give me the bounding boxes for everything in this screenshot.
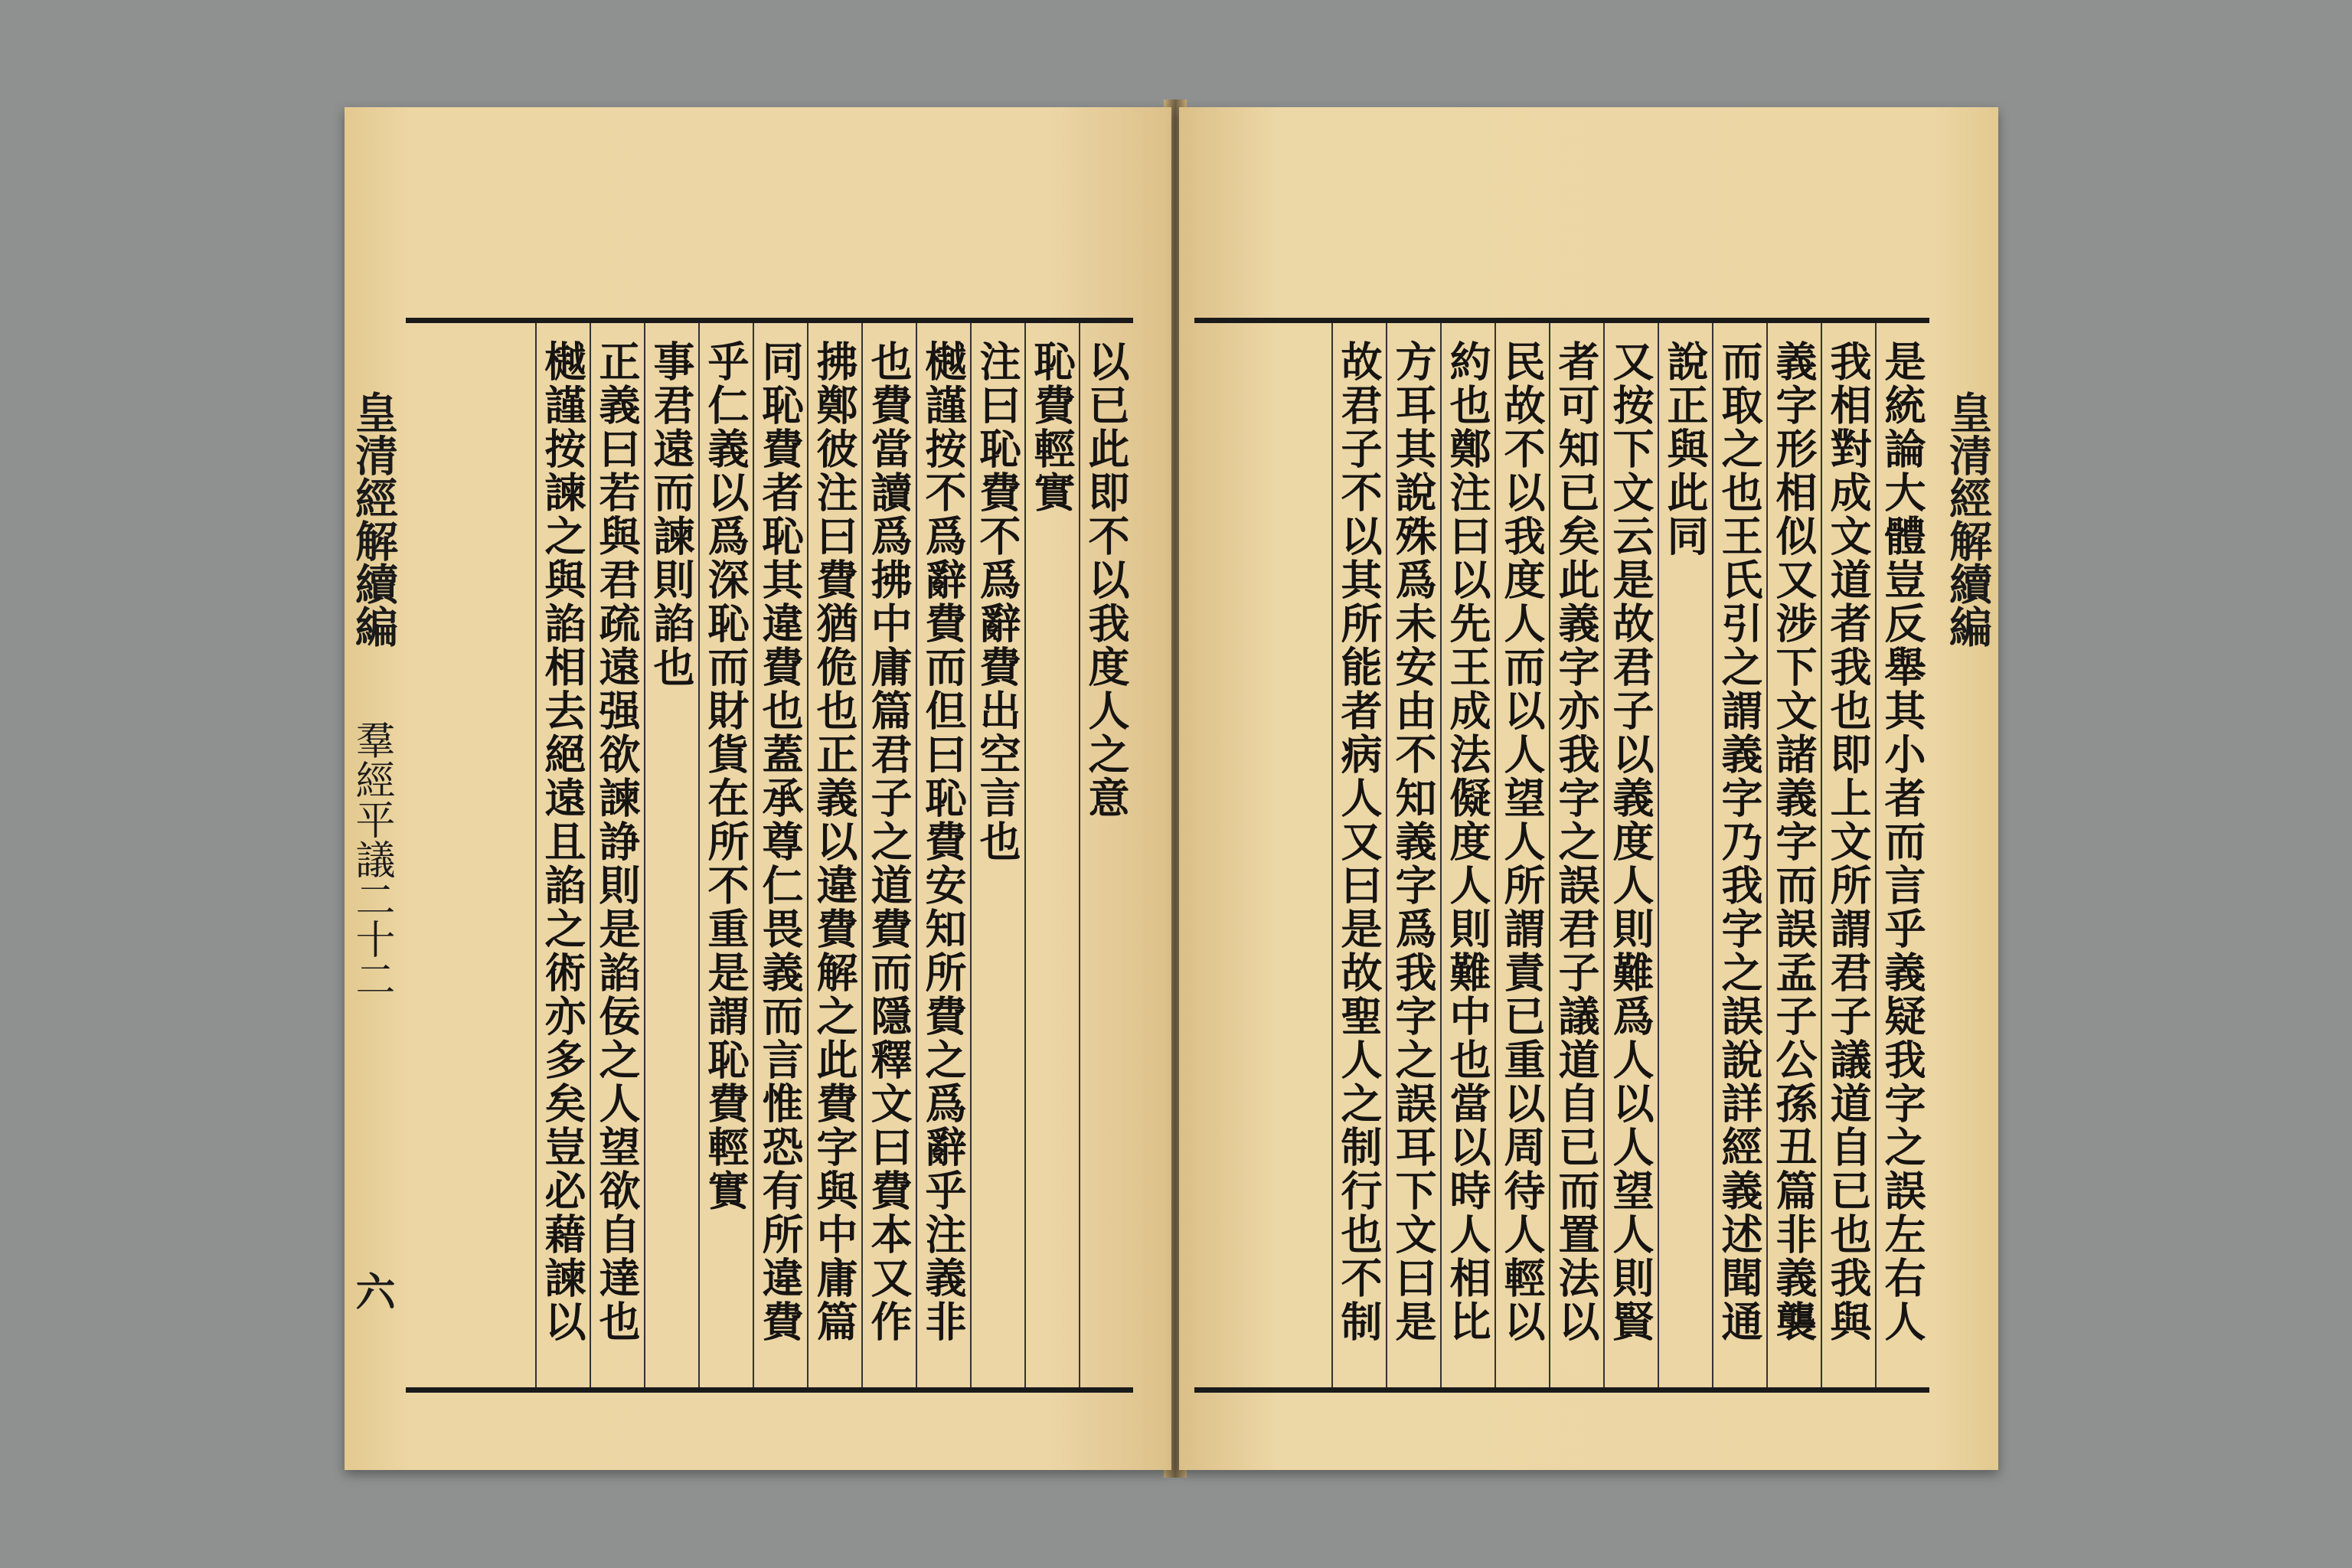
right-column-1: 是統論大體豈反舉其小者而言乎義疑我字之誤左右人 bbox=[1875, 323, 1929, 1387]
right-text-frame bbox=[1194, 318, 1929, 1393]
left-column-1: 以已此即不以我度人之意 bbox=[1079, 323, 1133, 1387]
left-column-3: 注曰恥費不爲辭費出空言也 bbox=[970, 323, 1024, 1387]
right-columns bbox=[1194, 323, 1929, 1387]
left-margin-title: 皇清經解續編 bbox=[348, 390, 399, 648]
left-columns bbox=[406, 323, 1133, 1387]
right-column-2: 我相對成文道者我也即上文所謂君子議道自已也我與 bbox=[1821, 323, 1875, 1387]
left-column-4: 樾謹按不爲辭費而但曰恥費安知所費之爲辭乎注義非 bbox=[916, 323, 970, 1387]
left-column-5: 也費當讀爲拂中庸篇君子之道費而隱釋文曰費本又作 bbox=[861, 323, 916, 1387]
right-column-7: 者可知已矣此義字亦我字之誤君子議道自已而置法以 bbox=[1549, 323, 1603, 1387]
open-book bbox=[337, 92, 2006, 1485]
right-page bbox=[1179, 107, 1998, 1470]
left-column-6: 拂鄭彼注曰費猶佹也正義以違費解之此費字與中庸篇 bbox=[807, 323, 861, 1387]
right-column-10: 方耳其說殊爲未安由不知義字爲我字之誤耳下文曰是 bbox=[1386, 323, 1440, 1387]
right-column-9: 約也鄭注曰以先王成法儗度人則難中也當以時人相比 bbox=[1440, 323, 1494, 1387]
left-column-7: 同恥費者恥其違費也蓋承尊仁畏義而言惟恐有所違費 bbox=[753, 323, 807, 1387]
left-column-11: 樾謹按諫之與諂相去絕遠且諂之術亦多矣豈必藉諫以 bbox=[535, 323, 590, 1387]
right-column-5: 說正與此同 bbox=[1658, 323, 1712, 1387]
right-margin-title: 皇清經解續編 bbox=[1942, 390, 1993, 648]
left-column-9: 事君遠而諫則諂也 bbox=[644, 323, 698, 1387]
right-column-6: 又按下文云是故君子以義度人則難爲人以人望人則賢 bbox=[1603, 323, 1658, 1387]
left-column-8: 乎仁義以爲深恥而財貨在所不重是謂恥費輕實 bbox=[698, 323, 753, 1387]
right-column-4: 而取之也王氏引之謂義字乃我字之誤說詳經義述聞通 bbox=[1712, 323, 1766, 1387]
left-column-2: 恥費輕實 bbox=[1024, 323, 1079, 1387]
left-margin-subtitle: 羣經平議二十二 bbox=[348, 720, 394, 998]
right-column-8: 民故不以我度人而以人望人所謂責已重以周待人輕以 bbox=[1494, 323, 1549, 1387]
left-text-frame bbox=[406, 318, 1133, 1393]
right-column-11: 故君子不以其所能者病人又曰是故聖人之制行也不制 bbox=[1331, 323, 1386, 1387]
left-page-number: 六 bbox=[348, 1271, 395, 1311]
left-page bbox=[345, 107, 1171, 1470]
left-column-10: 正義曰若與君疏遠强欲諫諍則是諂佞之人望欲自達也 bbox=[590, 323, 644, 1387]
right-column-3: 義字形相似又涉下文諸義字而誤孟子公孫丑篇非義襲 bbox=[1766, 323, 1821, 1387]
